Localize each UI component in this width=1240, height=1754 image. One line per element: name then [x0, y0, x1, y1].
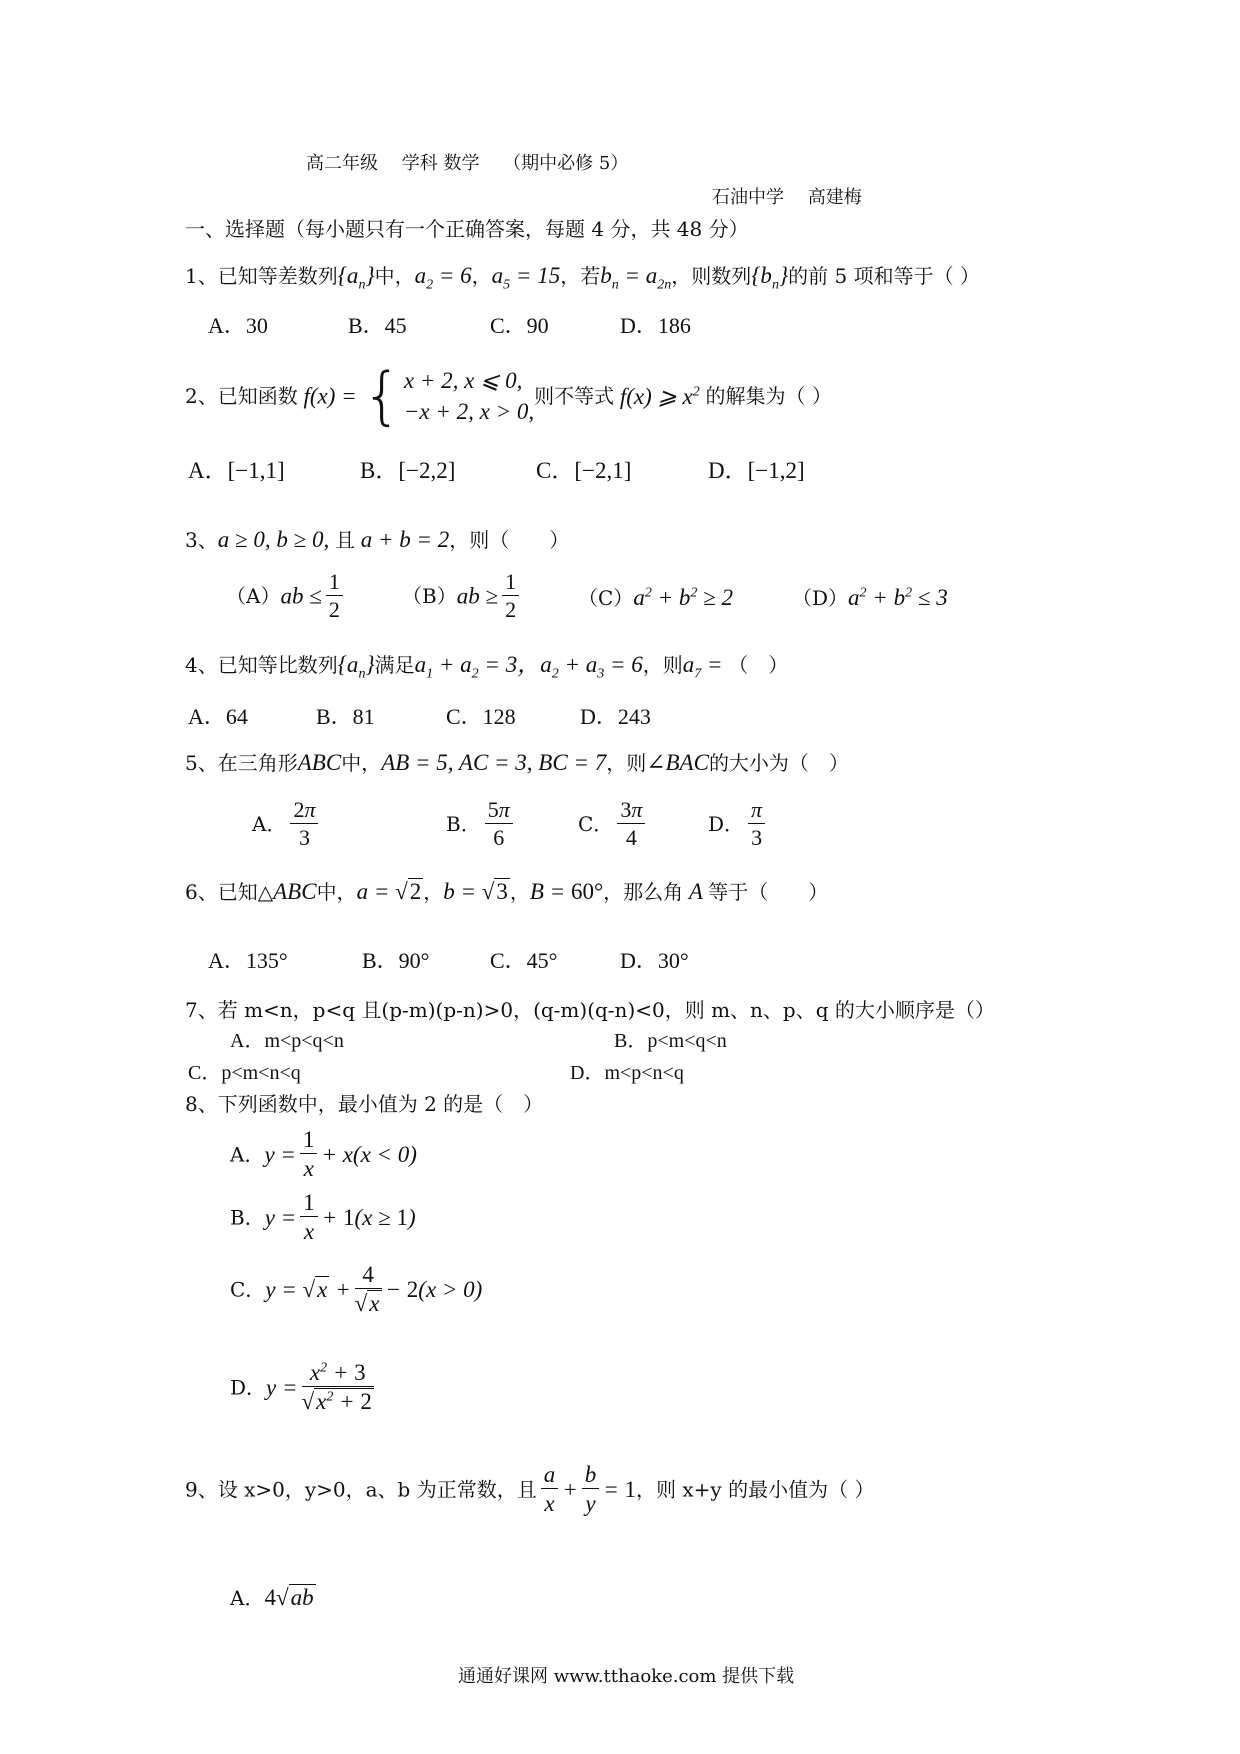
q8-label-d: D．	[230, 1375, 267, 1400]
q5-label-b: B．	[446, 812, 481, 837]
q1-option-b: B．45	[348, 313, 407, 338]
q3-label-a: （A）	[226, 584, 281, 609]
q6-abc: ABC	[273, 879, 317, 904]
q7-option-a: A．m<p<q<n	[230, 1030, 344, 1052]
q8-label-b: B．	[230, 1205, 265, 1230]
q5-label-d: D．	[708, 812, 745, 837]
q4-mid: 满足	[374, 653, 415, 677]
q9-label-a: A．	[230, 1586, 265, 1610]
q5-prefix: 5、在三角形	[185, 751, 298, 775]
q6-A: A	[683, 879, 709, 904]
q4-cond2: $a_2 + a_3 = 6$	[540, 652, 643, 682]
q5-abc: ABC	[297, 750, 342, 775]
q1-suffix: 的前 5 项和等于（ ）	[788, 264, 980, 288]
question-9: 9、设 x>0，y>0，a、b 为正常数，且 $\frac{a}{x}$ + $\frac{b}{y}$ = 1，则 x+y 的最小值为（ ）	[185, 1462, 875, 1517]
q4-suffix: ，则	[642, 653, 683, 677]
q5-label-a: A．	[252, 812, 287, 837]
q5-angle: ∠BAC	[646, 750, 709, 775]
q6-b: b = √3	[443, 879, 508, 904]
q3-option-c: $(C)a^2 + b^2 \ge 2$	[578, 585, 733, 610]
q1-a2: $a_2 = 6$	[414, 263, 472, 293]
q2-option-a: A．[−1,1]	[188, 458, 285, 483]
q3-sum: a + b = 2	[354, 527, 450, 552]
q1-option-d: D．186	[620, 313, 691, 338]
q9-option-a: A．4√ab	[230, 1585, 314, 1610]
q4-prefix: 4、已知等比数列	[185, 653, 338, 677]
q2-mid: 则不等式	[534, 384, 615, 409]
q2-option-b: B．[−2,2]	[360, 458, 456, 483]
q6-option-c: C．45°	[490, 948, 558, 973]
q7-option-c: C．p<m<n<q	[188, 1062, 301, 1084]
q1-seq-a: $\{a_n\}$	[337, 263, 375, 293]
q6-prefix: 6、已知△	[185, 880, 274, 904]
q9-suffix: ，则 x+y 的最小值为（ ）	[636, 1477, 875, 1502]
q6-suffix: ，那么角	[603, 880, 684, 904]
q6-a: a = √2	[356, 879, 422, 904]
q1-a5: $a_5 = 15$	[491, 263, 561, 293]
q2-option-d: D．[−1,2]	[708, 458, 805, 483]
q3-option-d: $(D)a^2 + b^2 \le 3$	[792, 585, 948, 610]
q6-option-d: D．30°	[620, 948, 689, 973]
q1-option-a: A．30	[208, 313, 268, 338]
q7-option-d: D．m<p<n<q	[570, 1062, 684, 1084]
exam-header-school-author: 石油中学 高建梅	[712, 187, 862, 208]
q2-case1: x + 2, x ⩽ 0,	[403, 368, 523, 393]
section-title: 一、选择题（每小题只有一个正确答案，每题 4 分，共 48 分）	[185, 217, 749, 241]
q2-fx: f(x) =	[297, 383, 363, 409]
q6-option-b: B．90°	[362, 948, 430, 973]
q5-mid1: 中，	[341, 751, 382, 775]
question-7: 7、若 m<n，p<q 且(p-m)(p-n)>0，(q-m)(q-n)<0，则 m、n、p、q 的大小顺序是（）	[185, 998, 995, 1022]
q4-seq: $\{a_n\}$	[337, 652, 375, 682]
question-6: 6、已知△ABC中，a = √2 ，b = √3 ，B = 60°，那么角 A 等于（ ）	[185, 879, 829, 904]
footer-text: 通通好课网 www.tthaoke.com 提供下载	[458, 1666, 795, 1687]
q2-prefix: 2、已知函数	[185, 384, 298, 409]
q8-option-d: D．y = $\frac{x^2 + 3}{√x^2 + 2}$	[230, 1360, 372, 1415]
q6-suffix2: 等于（ ）	[708, 880, 829, 904]
q2-suffix: 的解集为（ ）	[705, 384, 832, 409]
q5-mid2: ，则	[606, 751, 647, 775]
q8-option-c: C．y = √x + $\frac{4}{√x}$ − 2(x > 0)	[230, 1262, 483, 1317]
q1-mid2: ，若	[560, 264, 601, 288]
q5-suffix: 的大小为（ ）	[708, 751, 849, 775]
q6-B: B = 60°	[529, 879, 604, 904]
q8-option-b: B．y = $\frac{1}{x}$ + 1(x ≥ 1)	[230, 1190, 416, 1245]
q3-option-a: （A）ab ≤ $\frac{1}{2}$	[226, 570, 347, 622]
q4-option-a: A．64	[188, 704, 248, 729]
q1-mid3: ，则数列	[671, 264, 752, 288]
q5-option-b: B． $\frac{5\pi}{6}$	[446, 798, 517, 850]
q1-mid1: 中，	[374, 264, 415, 288]
question-8: 8、下列函数中，最小值为 2 的是（ ）	[185, 1092, 544, 1116]
q3-suffix: ，则（ ）	[449, 528, 570, 552]
q3-option-b: （B）ab ≥ $\frac{1}{2}$	[402, 570, 523, 622]
question-1: 1、已知等差数列$\{a_n\}$中，$a_2 = 6$，$a_5 = 15$，若$b_n = a_{2n}$，则数列$\{b_n\}$的前 5 项和等于（ ）	[185, 263, 980, 293]
q5-option-d: D． $\frac{\pi}{3}$	[708, 798, 769, 850]
q2-piecewise: { x + 2, x ⩽ 0, −x + 2, x > 0,	[362, 359, 535, 433]
q6-mid: 中，	[316, 880, 357, 904]
q3-label-d: （D）	[792, 586, 849, 610]
question-5	[185, 751, 849, 774]
q3-condition: a ≥ 0, b ≥ 0,	[217, 527, 335, 552]
q5-sides: AB = 5, AC = 3, BC = 7	[381, 750, 607, 775]
question-3	[185, 528, 569, 551]
q8-label-c: C．	[230, 1277, 266, 1302]
q3-prefix: 3、	[185, 528, 218, 552]
q4-a7: $a_7$ =	[682, 652, 729, 682]
q5-option-c: C． $\frac{3\pi}{4}$	[578, 798, 649, 850]
q3-label-b: （B）	[402, 584, 457, 609]
q8-option-a: A．y = $\frac{1}{x}$ + x(x < 0)	[230, 1127, 417, 1182]
q7-option-b: B．p<m<q<n	[614, 1030, 727, 1052]
q1-bn: $b_n = a_{2n}$	[600, 263, 672, 293]
q4-option-d: D．243	[580, 704, 651, 729]
q4-cond1: $a_1 + a_2 = 3$，	[414, 652, 541, 682]
exam-header-title: 高二年级 学科 数学 （期中必修 5）	[306, 153, 629, 174]
q4-paren: （ ）	[728, 653, 789, 677]
question-4	[185, 653, 788, 682]
question-2	[185, 359, 832, 433]
q4-option-b: B．81	[316, 704, 375, 729]
q4-option-c: C．128	[446, 704, 516, 729]
q8-label-a: A．	[230, 1142, 265, 1167]
q1-option-c: C．90	[490, 313, 549, 338]
q3-mid: 且	[334, 528, 355, 552]
q6-option-a: A．135°	[208, 948, 288, 973]
q2-option-c: C．[−2,1]	[536, 458, 632, 483]
q5-option-a: A． $\frac{2\pi}{3}$	[252, 798, 322, 850]
q9-prefix: 9、设 x>0，y>0，a、b 为正常数，且	[185, 1477, 537, 1502]
q5-label-c: C．	[578, 812, 614, 837]
q3-label-c: （C）	[578, 586, 634, 610]
q1-seq-b: $\{b_n\}$	[751, 263, 789, 293]
q2-case2: −x + 2, x > 0,	[403, 399, 535, 425]
q2-inequality: f(x) ⩾ $x^2$	[614, 383, 700, 409]
q1-prefix: 1、已知等差数列	[185, 264, 338, 288]
